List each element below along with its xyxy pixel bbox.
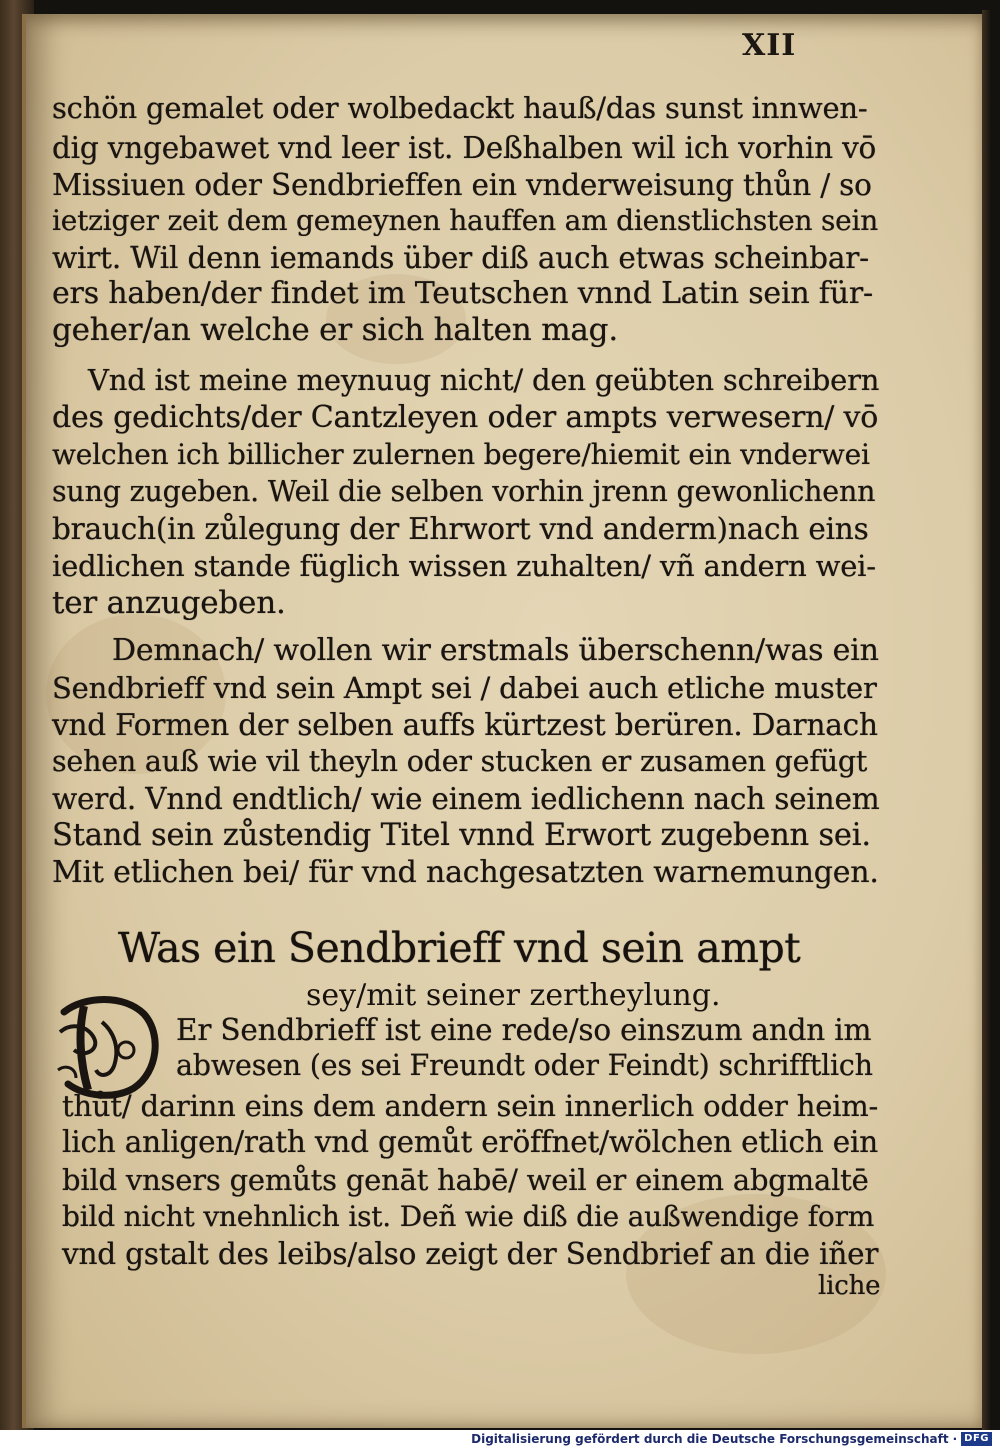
- text-line: Er Sendbrieff ist eine rede/so einszum andn im: [176, 1013, 872, 1047]
- text-line: sung zugeben. Weil die selben vorhin jrenn gewonlichenn: [52, 475, 876, 508]
- section-heading: Was ein Sendbrieff vnd sein ampt: [118, 924, 801, 972]
- text-line: ietziger zeit dem gemeynen hauffen am dienstlichsten sein: [52, 204, 879, 237]
- text-line: bild vnsers gemůts genāt habē/ weil er einem abgmaltē: [62, 1163, 869, 1197]
- text-line: vnd gstalt des leibs/also zeigt der Sendbrief an die iñer: [62, 1237, 879, 1271]
- text-line: brauch(in zůlegung der Ehrwort vnd anderm)nach eins: [52, 512, 869, 546]
- text-line: schön gemalet oder wolbedackt hauß/das sunst innwen-: [52, 91, 868, 125]
- text-line: dig vngebawet vnd leer ist. Deßhalben wil ich vorhin vō: [52, 131, 877, 165]
- text-line: wirt. Wil denn iemands über diß auch etwas scheinbar-: [52, 241, 869, 275]
- catchword: liche: [818, 1271, 881, 1301]
- folio-number: XII: [742, 28, 797, 63]
- text-line: ers haben/der findet im Teutschen vnnd Latin sein für-: [52, 276, 873, 311]
- text-line: geher/an welche er sich halten mag.: [52, 312, 618, 348]
- text-line: des gedichts/der Cantzleyen oder ampts verwesern/ vō: [52, 400, 879, 435]
- text-line: ter anzugeben.: [52, 585, 286, 621]
- decorated-initial: [54, 992, 166, 1102]
- text-line: lich anligen/rath vnd gemůt eröffnet/wölchen etlich ein: [62, 1125, 879, 1159]
- page-edge: [982, 10, 990, 1430]
- section-subheading: sey/mit seiner zertheylung.: [306, 978, 721, 1013]
- text-line: vnd Formen der selben auffs kürtzest berüren. Darnach: [52, 708, 878, 742]
- text-line: welchen ich billicher zulernen begere/hiemit ein vnderwei: [52, 438, 870, 471]
- text-line: sehen auß wie vil theyln oder stucken er zusamen gefügt: [52, 745, 868, 778]
- dfg-logo-icon: ·: [952, 1432, 958, 1446]
- text-line: Stand sein zůstendig Titel vnnd Erwort zugebenn sei.: [52, 818, 871, 853]
- text-line: werd. Vnnd endtlich/ wie einem iedlichenn nach seinem: [52, 782, 880, 816]
- text-line: Mit etlichen bei/ für vnd nachgesatzten warnemungen.: [52, 855, 879, 890]
- text-line: Demnach/ wollen wir erstmals überschenn/was ein: [112, 633, 879, 668]
- text-line: iedlichen stande füglich wissen zuhalten/ vñ andern wei-: [52, 549, 876, 583]
- text-line: thůt/ darinn eins dem andern sein innerlich odder heim-: [62, 1089, 879, 1123]
- text-line: Vnd ist meine meynuug nicht/ den geübten schreibern: [88, 363, 880, 397]
- funding-credit: [471, 1431, 992, 1447]
- dfg-logo: DFG: [961, 1432, 992, 1446]
- text-line: Sendbrieff vnd sein Ampt sei / dabei auch etliche muster: [52, 671, 877, 705]
- text-line: Missiuen oder Sendbrieffen ein vnderweisung thůn / so: [52, 168, 872, 202]
- text-line: bild nicht vnehnlich ist. Deñ wie diß die außwendige form: [62, 1200, 875, 1233]
- funding-credit-text: Digitalisierung gefördert durch die Deutsche Forschungsgemeinschaft: [471, 1432, 949, 1446]
- initial-flourish-icon: [54, 992, 166, 1102]
- text-line: abwesen (es sei Freundt oder Feindt) schrifftlich: [176, 1049, 873, 1082]
